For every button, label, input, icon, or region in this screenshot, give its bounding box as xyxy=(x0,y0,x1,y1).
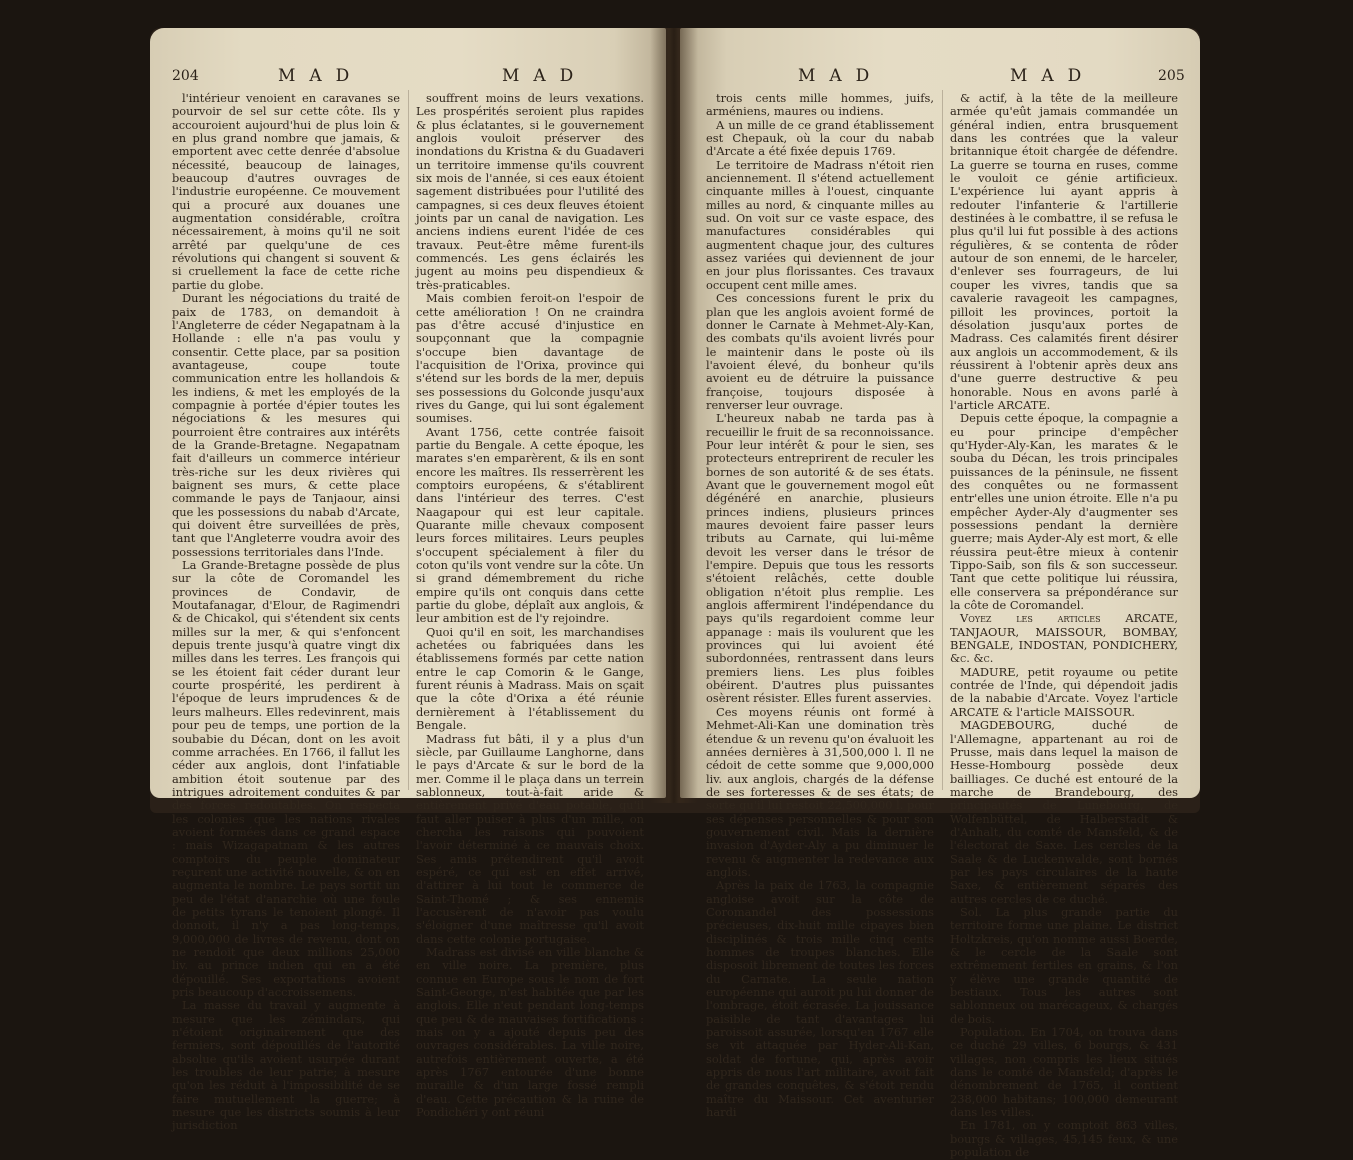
right-column-1 xyxy=(706,91,934,1120)
left-running-head-2: MAD xyxy=(502,66,588,86)
paragraph: trois cents mille hommes, juifs, arméniens, maures ou indiens. xyxy=(706,91,934,119)
paragraph: Ces concessions furent le prix du plan que les anglois avoient formé de donner le Carnate à Mehmet-Aly-Kan, des combats qu'ils avoient livrés pour le maintenir dans le poste où ils l'avoient élevé, du bonheur qu'ils avoient eu de détruire la puissance françoise, toujours disposée à renverser leur ouvrage. xyxy=(706,291,934,412)
right-column-2 xyxy=(950,91,1178,1160)
column-divider xyxy=(942,90,943,790)
left-running-head-1: MAD xyxy=(278,66,364,86)
paragraph: Mais combien feroit-on l'espoir de cette amélioration ! On ne craindra pas d'être accusé d'injustice en soupçonnant que la compagnie s'occupe bien davantage de l'acquisition de l'Orixa, province qui s'étend sur les bords de la mer, depuis ses possessions du Golconde jusqu'aux rives du Gange, qui lui sont également soumises. xyxy=(416,291,644,426)
paragraph: En 1781, on y comptoit 863 villes, bourgs & villages, 45,145 feux, & une population de xyxy=(950,1118,1178,1160)
paragraph: Madrass fut bâti, il y a plus d'un siècle, par Guillaume Langhorne, dans le pays d'Arcate & sur le bord de la mer. Comme il le plaça dans un terrein sablonneux, tout-à-fait aride & entièrement privé d'eau potable, qu'il faut aller puiser à plus d'un mille, on chercha les raisons qui pouvoient l'avoir déterminé à ce mauvais choix. Ses amis prétendirent qu'il avoit espéré, ce qui est en effet arrivé, d'attirer à lui tout le commerce de Saint-Thomé ; & ses ennemis l'accusèrent de n'avoir pas voulu s'éloigner d'une maîtresse qu'il avoit dans cette colonie portugaise. xyxy=(416,731,644,946)
paragraph: La Grande-Bretagne possède de plus sur la côte de Coromandel les provinces de Condavir, de Moutafanagar, d'Elour, de Ragimendri & de Chicakol, qui s'étendent six cents milles sur la mer, & qui s'enfoncent depuis trente jusqu'à quatre vingt dix milles dans les terres. Les françois qui se les étoient fait céder durant leur courte prospérité, les perdirent à l'époque de leurs imprudences & de leurs malheurs. Elles redevinrent, mais pour peu de temps, une portion de la soubabie du Décan, dont on les avoit comme arrachées. En 1766, il fallut les céder aux anglois, dont l'infatiable ambition étoit soutenue par des intrigues adroitement conduites & par des forces redoutables. On respecta les colonies que les nations rivales avoient formées dans ce grand espace : mais Wizagapatnam & les autres comptoirs du peuple dominateur reçurent une activité nouvelle, & on en augmenta le nombre. Le pays sortit un peu de l'état d'anarchie où une foule de petits tyrans le tenoient plongé. Il donnoit, il n'y a pas long-temps, 9,000,000 de livres de revenu, dont on ne rendoit que deux millions 25,000 liv. au prince indien qui en a été dépouillé. Ses exportations avoient pris beaucoup d'accroissemens. xyxy=(172,558,400,1000)
paragraph: La masse du travail y augmente à mesure que les zémindars, qui n'étoient originairement que des fermiers, sont dépouillés de l'autorité absolue qu'ils avoient usurpée durant les troubles de leur patrie; à mesure qu'on les réduit à l'impossibilité de se faire mutuellement la guerre; à mesure que les districts soumis à leur jurisdiction xyxy=(172,998,400,1133)
paragraph: souffrent moins de leurs vexations. Les prospérités seroient plus rapides & plus éclatantes, si le gouvernement anglois vouloit préserver des inondations du Kristna & du Guadaveri un territoire immense qu'ils couvrent six mois de l'année, si ces eaux étoient sagement distribuées pour l'utilité des campagnes, si ces deux fleuves étoient joints par un canal de navigation. Les anciens indiens eurent l'idée de ces travaux. Peut-être même furent-ils commencés. Les gens éclairés les jugent au moins peu dispendieux & très-praticables. xyxy=(416,91,644,292)
paragraph: Durant les négociations du traité de paix de 1783, on demandoit à l'Angleterre de céder Negapatnam à la Hollande : elle n'a pas voulu y consentir. Cette place, par sa position avantageuse, coupe toute communication entre les hollandois & les indiens, & met les employés de la compagnie à portée d'épier toutes les négociations & les mesures qui pourroient être contraires aux intérêts de la Grande-Bretagne. Negapatnam fait d'ailleurs un commerce intérieur très-riche sur les deux rivières qui baignent ses murs, & cette place commande le pays de Tanjaour, ainsi que les possessions du nabab d'Arcate, qui doivent être surveillées de près, tant que l'Angleterre voudra avoir des possessions territoriales dans l'Inde. xyxy=(172,291,400,559)
right-running-head-1: MAD xyxy=(798,66,884,86)
paragraph: Ces moyens réunis ont formé à Mehmet-Ali-Kan une domination très étendue & un revenu qu'on évaluoit les années dernières à 31,500,000 l. Il ne cédoit de cette somme que 9,000,000 liv. aux anglois, chargés de la défense de ses forteresses & de ses états; de sorte qu'il lui restoit 22,500,000 l. pour ses dépenses personnelles & pour son gouvernement civil. Mais la dernière invasion d'Ayder-Aly a pu diminuer le revenu & augmenter la redevance aux anglois. xyxy=(706,704,934,879)
right-page-number: 205 xyxy=(1158,68,1185,84)
paragraph: MAGDEBOURG, duché de l'Allemagne, appartenant au roi de Prusse, mais dans lequel la maison de Hesse-Hombourg possède deux bailliages. Ce duché est entouré de la marche de Brandebourg, des principautés de Lunebourg, de Wolfenbüttel, de Halberstadt & d'Anhalt, du comté de Mansfeld, & de l'électorat de Saxe. Les cercles de la Saale & de Luckenwalde, sont bornés par les pays circulaires de la haute Saxe, & entièrement séparés des autres cercles de ce duché. xyxy=(950,718,1178,906)
left-page xyxy=(150,28,666,1133)
paragraph: Le territoire de Madrass n'étoit rien anciennement. Il s'étend actuellement cinquante milles à l'ouest, cinquante milles au nord, & cinquante milles au sud. On voit sur ce vaste espace, des manufactures considérables qui augmentent chaque jour, des cultures assez variées qui deviennent de jour en jour plus florissantes. Ces travaux occupent cent mille ames. xyxy=(706,157,934,292)
paragraph: A un mille de ce grand établissement est Chepauk, où la cour du nabab d'Arcate a été fixée depuis 1769. xyxy=(706,117,934,159)
paragraph: & actif, à la tête de la meilleure armée qu'eût jamais commandée un général indien, entra brusquement dans les contrées que la valeur britannique étoit chargée de défendre. La guerre se tourna en ruses, comme le vouloit ce génie artificieux. L'expérience lui ayant appris à redouter l'infanterie & l'artillerie destinées à le combattre, il se refusa le plus qu'il lui fut possible à des actions régulières, & se contenta de rôder autour de son ennemi, de le harceler, d'enlever ses fourrageurs, de lui couper les vivres, tandis que sa cavalerie ravageoit les campagnes, pilloit les provinces, portoit la désolation jusqu'aux portes de Madrass. Ces calamités firent désirer aux anglois un accommodement, & ils réussirent à l'obtenir après deux ans d'une guerre destructive & peu honorable. Nous en avons parlé à l'article ARCATE. xyxy=(950,91,1178,412)
paragraph: MADURE, petit royaume ou petite contrée de l'Inde, qui dépendoit jadis de la nababie d'Arcate. Voyez l'article ARCATE & l'article MAISSOUR. xyxy=(950,664,1178,719)
paragraph: L'heureux nabab ne tarda pas à recueillir le fruit de sa reconnoissance. Pour leur intérêt & pour le sien, ses protecteurs entreprirent de reculer les bornes de son autorité & de ses états. Avant que le gouvernement mogol eût dégénéré en anarchie, plusieurs princes indiens, plusieurs princes maures devoient faire passer leurs tributs au Carnate, qui lui-même devoit les verser dans le trésor de l'empire. Depuis que tous les ressorts s'étoient relâchés, cette double obligation n'étoit plus remplie. Les anglois affermirent l'indépendance du pays qu'ils regardoient comme leur appanage : mais ils voulurent que les provinces qui lui avoient été subordonnées, rentrassent dans leurs premiers liens. Les plus foibles obéirent. D'autres plus puissantes osèrent résister. Elles furent asservies. xyxy=(706,411,934,706)
left-page-number: 204 xyxy=(172,68,199,84)
right-running-head-2: MAD xyxy=(1010,66,1096,86)
paragraph: Quoi qu'il en soit, les marchandises achetées ou fabriquées dans les établissemens formés par cette nation entre le cap Comorin & le Gange, furent réunis à Madrass. Mais on sçait que la côte d'Orixa a été réunie dernièrement à l'établissement du Bengale. xyxy=(416,624,644,733)
paragraph: Avant 1756, cette contrée faisoit partie du Bengale. A cette époque, les marates s'en emparèrent, & ils en sont encore les maîtres. Ils resserrèrent les comptoirs européens, & s'établirent dans l'intérieur des terres. C'est Naagapour qui est leur capitale. Quarante mille chevaux composent leurs forces militaires. Leurs peuples s'occupent spécialement à filer du coton qu'ils vont vendre sur la côte. Un si grand démembrement du riche empire qu'ils ont conquis dans cette partie du globe, déplaît aux anglois, & leur ambition est de l'y rejoindre. xyxy=(416,424,644,626)
paragraph: l'intérieur venoient en caravanes se pourvoir de sel sur cette côte. Ils y accouroient aujourd'hui de plus loin & en plus grand nombre que jamais, & emportent avec cette denrée d'absolue nécessité, beaucoup de lainages, beaucoup d'autres ouvrages de l'industrie européenne. Ce mouvement qui a procuré aux douanes une augmentation considérable, croîtra nécessairement, à moins qu'il ne soit arrêté par quelqu'une de ces révolutions qui changent si souvent & si cruellement la face de cette riche partie du globe. xyxy=(172,91,400,292)
left-column-2 xyxy=(416,91,644,1120)
paragraph: Depuis cette époque, la compagnie a eu pour principe d'empêcher qu'Hyder-Aly-Kan, les marates & le souba du Décan, les trois principales puissances de la péninsule, ne fissent des conquêtes ou ne formassent entr'elles une union étroite. Elle n'a pu empêcher Ayder-Aly d'augmenter ses possessions pendant la dernière guerre; mais Ayder-Aly est mort, & elle réussira peut-être mieux à contenir Tippo-Saib, son fils & son successeur. Tant que cette politique lui réussira, elle conservera sa prépondérance sur la côte de Coromandel. xyxy=(950,411,1178,613)
column-divider xyxy=(408,90,409,790)
paragraph: Voyez les articles ARCATE, TANJAOUR, MAISSOUR, BOMBAY, BENGALE, INDOSTAN, PONDICHERY, &c. &c. xyxy=(950,611,1178,666)
book-gutter xyxy=(650,28,698,803)
paragraph: Sol. La plus grande partie du territoire forme une plaine. Le district Holtzkreis, qu'on nomme aussi Boerde, & le cercle de la Saale sont extrêmement fertiles en grains, & l'on y élève une grande quantité de bestiaux. Tous les autres sont sablonneux ou marécageux, & chargés de bois. xyxy=(950,904,1178,1026)
open-book xyxy=(150,28,1200,1160)
left-column-1 xyxy=(172,91,400,1133)
right-page xyxy=(680,28,1200,1160)
paragraph: Madrass est divisé en ville blanche & en ville noire. La première, plus connue en Europe sous le nom de fort Saint-George, n'est habitée que par les anglois. Elle n'eut pendant long-temps que peu & de mauvaises fortifications : mais on y a ajouté depuis peu des ouvrages considérables. La ville noire, autrefois entièrement ouverte, a été après 1767 entourée d'une bonne muraille & d'un large fossé rempli d'eau. Cette précaution & la ruine de Pondichéri y ont réuni xyxy=(416,945,644,1120)
paragraph: Population. En 1704, on trouva dans ce duché 29 villes, 6 bourgs, & 431 villages, non compris les lieux situés dans le comté de Mansfeld; d'après le dénombrement de 1765, il contient 238,000 habitans; 100,000 demeurant dans les villes. xyxy=(950,1025,1178,1120)
paragraph: Après la paix de 1763, la compagnie angloise avoit sur la côte de Coromandel des possessions précieuses, dix-huit mille cipayes bien disciplinés & trois mille cinq cents hommes de troupes blanches. Elle disposoit librement de toutes les forces du Carnate. La seule nation européenne qui auroit pu lui donner de l'ombrage, étoit écrasée. La jouissance paisible de tant d'avantages lui paroissoit assurée, lorsqu'en 1767 elle se vit attaquée par Hyder-Ali-Kan, soldat de fortune, qui, après avoir appris de nous l'art militaire, avoit fait de grandes conquêtes, & s'étoit rendu maître du Maissour. Cet aventurier hardi xyxy=(706,878,934,1120)
